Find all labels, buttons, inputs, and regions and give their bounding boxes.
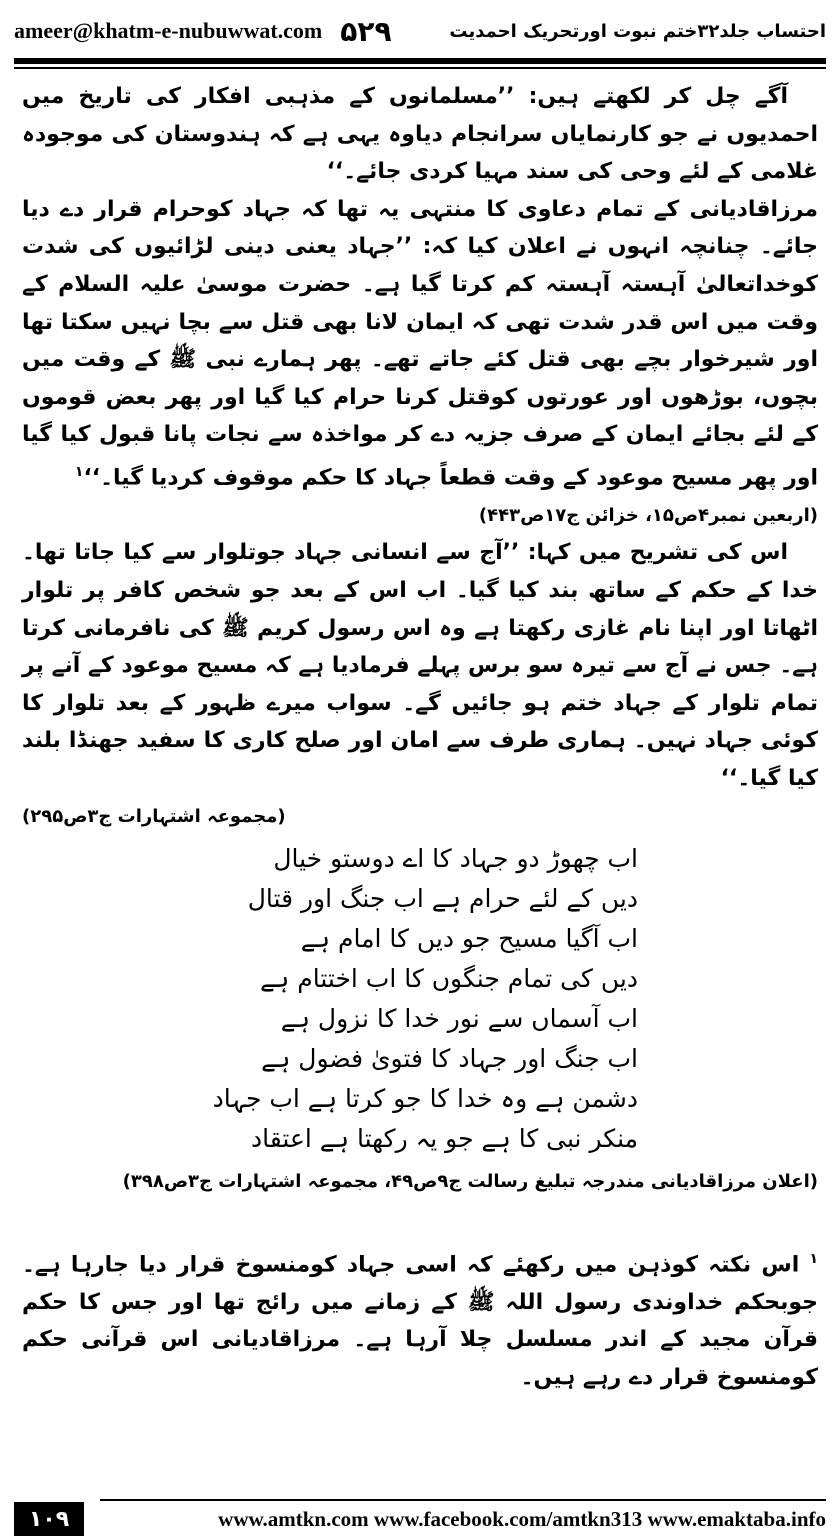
footnote-gap <box>22 1201 818 1241</box>
paragraph-2 <box>22 191 818 497</box>
header-email: ameer@khatm-e-nubuwwat.com <box>14 18 323 43</box>
footer-page-number: ۱۰۹ <box>14 1502 84 1536</box>
poem-line: دیں کی تمام جنگوں کا اب اختتام ہے <box>260 964 638 994</box>
poem-line: منکر نبی کا ہے جو یہ رکھتا ہے اعتقاد <box>251 1124 638 1154</box>
page-header <box>14 10 826 52</box>
footer-rule <box>100 1499 826 1501</box>
footer-links: www.amtkn.com www.facebook.com/amtkn313 www.emaktaba.info <box>218 1506 826 1531</box>
poem-line: اب چھوڑ دو جہاد کا اے دوستو خیال <box>273 844 638 874</box>
header-rule-thick <box>14 58 826 64</box>
footnote-marker: ۱ <box>74 463 84 480</box>
poem-line: دیں کے لئے حرام ہے اب جنگ اور قتال <box>247 884 638 914</box>
paragraph-2-text: مرزاقادیانی کے تمام دعاوی کا منتہی یہ تھا کہ جہاد کوحرام قرار دے دیا جائے۔ چنانچہ انہوں نے اعلان کیا کہ: ’’جہاد یعنی دینی لڑائیوں کی شدت کوخداتعالیٰ آہستہ آہستہ کم کرتا گیا ہے۔ حضرت موسیٰ علیہ السلام کے وقت میں اس قدر شدت تھی کہ ایمان لانا بھی قتل سے بچا نہیں سکتا تھا اور شیرخوار بچے بھی قتل کئے جاتے تھے۔ پھر ہمارے نبی ﷺ کے وقت میں بچوں، بوڑھوں اور عورتوں کوقتل کرنا حرام کیا گیا اور پھر بعض قوموں کے لئے بجائے ایمان کے صرف جزیہ دے کر مواخذہ سے نجات پانا قبول کیا گیا اور پھر مسیح موعود کے وقت قطعاً جہاد کا حکم موقوف کردیا گیا۔‘‘ <box>22 196 818 491</box>
poem-line: اب آگیا مسیح جو دیں کا امام ہے <box>300 924 638 954</box>
page-footer <box>14 1502 826 1536</box>
poem-line: دشمن ہے وہ خدا کا جو کرتا ہے اب جہاد <box>212 1084 638 1114</box>
poem-line: اب جنگ اور جہاد کا فتویٰ فضول ہے <box>261 1044 638 1074</box>
reference-2: (مجموعہ اشتہارات ج۳ص۲۹۵) <box>22 805 286 827</box>
footnote <box>22 1241 818 1397</box>
poem-line: اب آسماں سے نور خدا کا نزول ہے <box>280 1004 638 1034</box>
reference-3: (اعلان مرزاقادیانی مندرجہ تبلیغ رسالت ج۹ص۴۹، مجموعہ اشتہارات ج۳ص۳۹۸) <box>122 1171 818 1193</box>
paragraph-3: اس کی تشریح میں کہا: ’’آج سے انسانی جہاد جوتلوار سے کیا جاتا تھا۔ خدا کے حکم کے ساتھ بند کیا گیا۔ اب اس کے بعد جو شخص کافر پر تلوار اٹھاتا اور اپنا نام غازی رکھتا ہے وہ اس رسول کریم ﷺ کی نافرمانی کرتا ہے۔ جس نے آج سے تیرہ سو برس پہلے فرمادیا ہے کہ مسیح موعود کے آنے پر تمام تلوار کے جہاد ختم ہو جائیں گے۔ سواب میرے ظہور کے بعد تلوار کا کوئی جہاد نہیں۔ ہماری طرف سے امان اور صلح کاری کا سفید جھنڈا بلند کیا گیا۔‘‘ <box>22 540 818 792</box>
footnote-text: اس نکتہ کوذہن میں رکھئے کہ اسی جہاد کومنسوخ قرار دیا جارہا ہے۔ جوبحکم خداوندی رسول اللہ ﷺ کے زمانے میں رائج تھا اور جس کا حکم قرآن مجید کے اندر مسلسل چلا آرہا ہے۔ مرزاقادیانی اس قرآنی حکم کومنسوخ قرار دے رہے ہیں۔ <box>22 1252 818 1390</box>
page-content <box>22 78 818 1397</box>
header-title: احتساب جلد۳۲ختم نبوت اورتحریک احمدیت <box>449 20 826 42</box>
poem <box>22 839 818 1159</box>
header-left <box>14 15 392 48</box>
header-page-number: ۵۲۹ <box>340 14 392 48</box>
footnote-number: ۱ <box>809 1250 819 1267</box>
paragraph-1: آگے چل کر لکھتے ہیں: ’’مسلمانوں کے مذہبی افکار کی تاریخ میں احمدیوں نے جو کارنمایاں سرانجام دیاوہ یہی ہے کہ ہندوستان کی موجودہ غلامی کے لئے وحی کی سند مہیا کردی جائے۔‘‘ <box>22 84 818 185</box>
reference-1: (اربعین نمبر۴ص۱۵، خزائن ج۱۷ص۴۴۳) <box>478 504 818 526</box>
header-rule-thin <box>14 67 826 69</box>
